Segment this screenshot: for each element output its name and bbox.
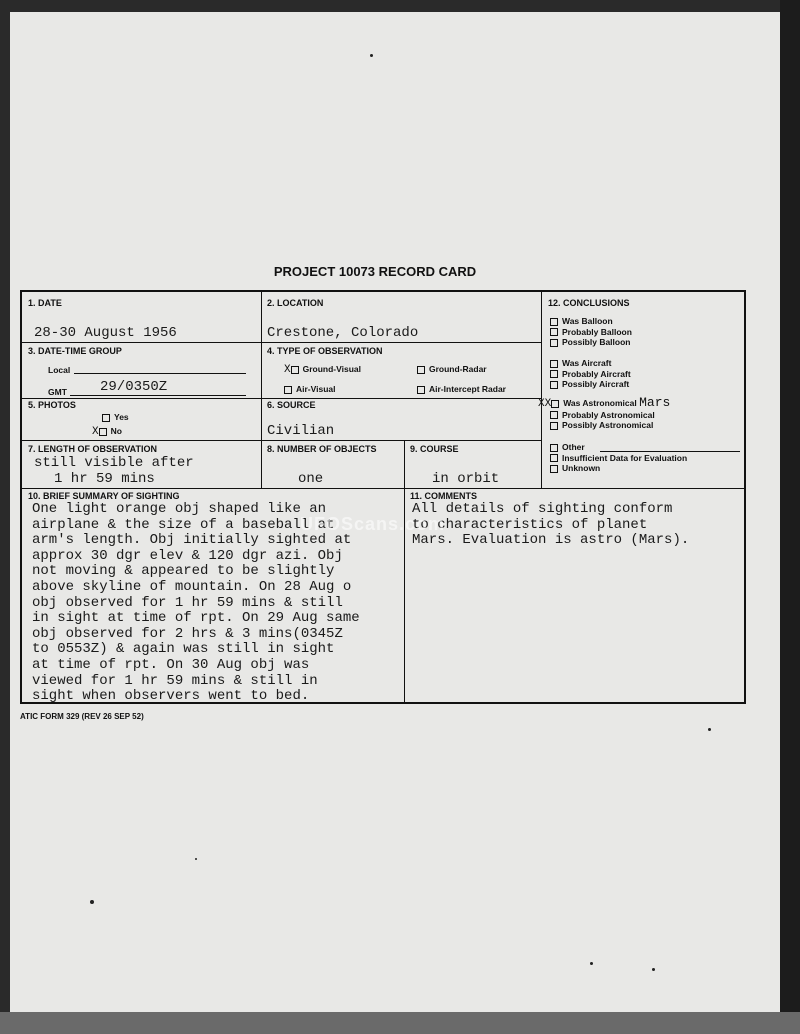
air-intercept-radar-option: Air-Intercept Radar [417, 384, 506, 395]
photos-yes-option: Yes [102, 412, 129, 423]
scan-speck [195, 858, 197, 860]
checkbox-icon [550, 454, 558, 462]
gmt-label: GMT [48, 387, 67, 397]
local-line [74, 373, 246, 374]
date-header: 1. DATE [28, 298, 62, 308]
checked-mark: X [284, 364, 291, 376]
checkbox-icon [550, 444, 558, 452]
summary-line: in sight at time of rpt. On 29 Aug same [32, 610, 360, 627]
other-line [600, 451, 740, 452]
checkbox-icon [550, 422, 558, 430]
date-value: 28-30 August 1956 [34, 325, 177, 341]
summary-line: arm's length. Obj initially sighted at [32, 532, 352, 549]
checkbox-icon [550, 328, 558, 336]
card-title: PROJECT 10073 RECORD CARD [273, 264, 477, 279]
location-header: 2. LOCATION [267, 298, 324, 308]
gmt-line [70, 395, 246, 396]
checkbox-icon [551, 400, 559, 408]
conclusions-astronomical-group: XX Was Astronomical Mars Probably Astronomical Possibly Astronomical [538, 395, 671, 430]
scan-speck [590, 962, 593, 965]
air-visual-option: Air-Visual [284, 384, 336, 395]
summary-line: airplane & the size of a baseball at [32, 516, 335, 533]
length-line2: 1 hr 59 mins [54, 471, 155, 487]
checkbox-icon [99, 428, 107, 436]
checkbox-icon [550, 360, 558, 368]
comments-text [412, 502, 689, 549]
comments-line: Mars. Evaluation is astro (Mars). [412, 532, 690, 549]
date-time-group-header: 3. DATE-TIME GROUP [28, 346, 122, 356]
photos-header: 5. PHOTOS [28, 400, 76, 410]
record-card [20, 290, 746, 704]
scan-speck [90, 900, 94, 904]
scan-edge-bottom [0, 1012, 800, 1034]
conclusions-header: 12. CONCLUSIONS [548, 298, 630, 308]
conclusions-aircraft-group: Was Aircraft Probably Aircraft Possibly Aircraft [550, 358, 631, 390]
checkbox-icon [102, 414, 110, 422]
checkbox-icon [284, 386, 292, 394]
checkbox-icon [550, 465, 558, 473]
summary-line: approx 30 dgr elev & 120 dgr azi. Obj [32, 547, 343, 564]
form-footer: ATIC FORM 329 (REV 26 SEP 52) [20, 712, 144, 721]
ground-radar-option: Ground-Radar [417, 364, 487, 375]
checkbox-icon [550, 381, 558, 389]
checkbox-icon [417, 386, 425, 394]
summary-line: obj observed for 2 hrs & 3 mins(0345Z [32, 625, 343, 642]
checkbox-icon [417, 366, 425, 374]
checked-mark: X [92, 426, 99, 438]
conclusions-other-group: Other Insufficient Data for Evaluation Unknown [550, 442, 687, 474]
astro-note: Mars [639, 395, 671, 410]
checkbox-icon [550, 339, 558, 347]
checkbox-icon [550, 370, 558, 378]
ground-visual-option: X Ground-Visual [284, 364, 362, 376]
summary-header: 10. BRIEF SUMMARY OF SIGHTING [28, 491, 180, 501]
course-header: 9. COURSE [410, 444, 459, 454]
checked-mark: XX [538, 398, 552, 410]
location-value: Crestone, Colorado [267, 325, 419, 341]
course-value: in orbit [432, 471, 500, 487]
comments-line: All details of sighting conform [412, 501, 673, 517]
summary-line: obj observed for 1 hr 59 mins & still [32, 594, 343, 611]
number-of-objects-value: one [298, 471, 324, 487]
summary-line: to 0553Z) & again was still in sight [32, 641, 335, 658]
watermark: UFOScans.com [300, 514, 446, 534]
conclusions-balloon-group: Was Balloon Probably Balloon Possibly Balloon [550, 316, 632, 348]
local-label: Local [48, 365, 71, 375]
number-of-objects-header: 8. NUMBER OF OBJECTS [267, 444, 377, 454]
summary-line: One light orange obj shaped like an [32, 501, 327, 517]
comments-line: to characteristics of planet [412, 516, 648, 533]
checkbox-icon [291, 366, 299, 374]
summary-line: above skyline of mountain. On 28 Aug o [32, 578, 352, 595]
gmt-value: 29/0350Z [100, 379, 168, 395]
summary-line: viewed for 1 hr 59 mins & still in [32, 672, 318, 689]
checkbox-icon [550, 318, 558, 326]
photos-no-option: X No [92, 426, 122, 438]
comments-header: 11. COMMENTS [410, 491, 478, 501]
source-value: Civilian [267, 423, 335, 439]
summary-line: sight when observers went to bed. [32, 688, 310, 705]
scan-speck [652, 968, 655, 971]
type-of-observation-header: 4. TYPE OF OBSERVATION [267, 346, 383, 356]
scan-speck [370, 54, 373, 57]
scan-edge-right [780, 0, 800, 1034]
summary-line: not moving & appeared to be slightly [32, 563, 335, 580]
source-header: 6. SOURCE [267, 400, 316, 410]
checkbox-icon [550, 411, 558, 419]
length-line1: still visible after [34, 455, 194, 471]
summary-line: at time of rpt. On 30 Aug obj was [32, 656, 310, 673]
length-header: 7. LENGTH OF OBSERVATION [28, 444, 158, 454]
scan-speck [708, 728, 711, 731]
